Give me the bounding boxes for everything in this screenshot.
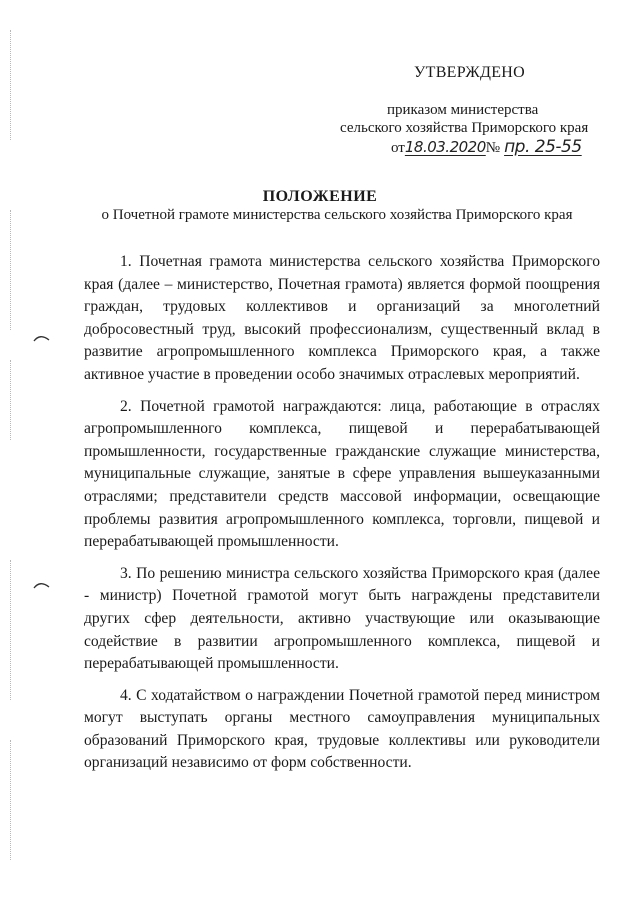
scan-margin-dots [10,210,12,330]
document-title: ПОЛОЖЕНИЕ [262,188,378,205]
paragraph-1: 1. Почетная грамота министерства сельского хозяйства Приморского края (далее – министерство, Почетная грамота) является формой поощрения граждан, трудовых коллективов и организаций за многолетний добросовестный труд, высокий профессионализм, существенный вклад в развитие агропромышленного комплекса Приморского края, а также активное участие в проведении особо значимых отраслевых мероприятий. [84,253,600,383]
handwritten-order-number: пр. 25-55 [504,137,582,157]
scan-margin-dots [10,360,12,440]
order-number-sign: № [485,140,501,156]
approval-ministry-line: сельского хозяйства Приморского края [340,120,589,136]
paragraph-3: 3. По решению министра сельского хозяйства Приморского края (далее - министр) Почетной грамотой могут быть награждены представители других сфер деятельности, активно участвующие или оказывающие содействие в развитии агропромышленного комплекса, пищевой и перерабатывающей промышленности. [84,564,600,673]
scan-margin-dots [10,30,12,140]
document-subtitle: о Почетной грамоте министерства сельского хозяйства Приморского края [101,207,573,223]
scan-margin-dots [10,740,12,860]
paragraph-4: 4. С ходатайством о награждении Почетной грамотой перед министром могут выступать органы местного самоуправления муниципальных образований Приморского края, трудовые коллективы или руководители организаций независимо от форм собственности. [84,686,600,772]
order-from-label: от [391,140,405,156]
paragraph-2: 2. Почетной грамотой награждаются: лица, работающие в отраслях агропромышленного комплекса, пищевой и перерабатывающей промышленности, государственные гражданские служащие министерства, муниципальные служащие, занятые в сфере управления вышеуказанными отраслями; представители средств массовой информации, освещающие проблемы развития агропромышленного комплекса, торговли, пищевой и перерабатывающей промышленности. [84,397,600,551]
approval-order-line: приказом министерства [387,102,539,118]
approval-date-number-line [391,137,582,161]
scan-margin-dots [10,560,12,700]
hole-punch-mark [32,579,52,589]
handwritten-order-date: 18.03.2020 [404,138,486,156]
hole-punch-mark [32,332,52,342]
document-body [84,251,600,784]
approval-heading: УТВЕРЖДЕНО [414,64,526,81]
